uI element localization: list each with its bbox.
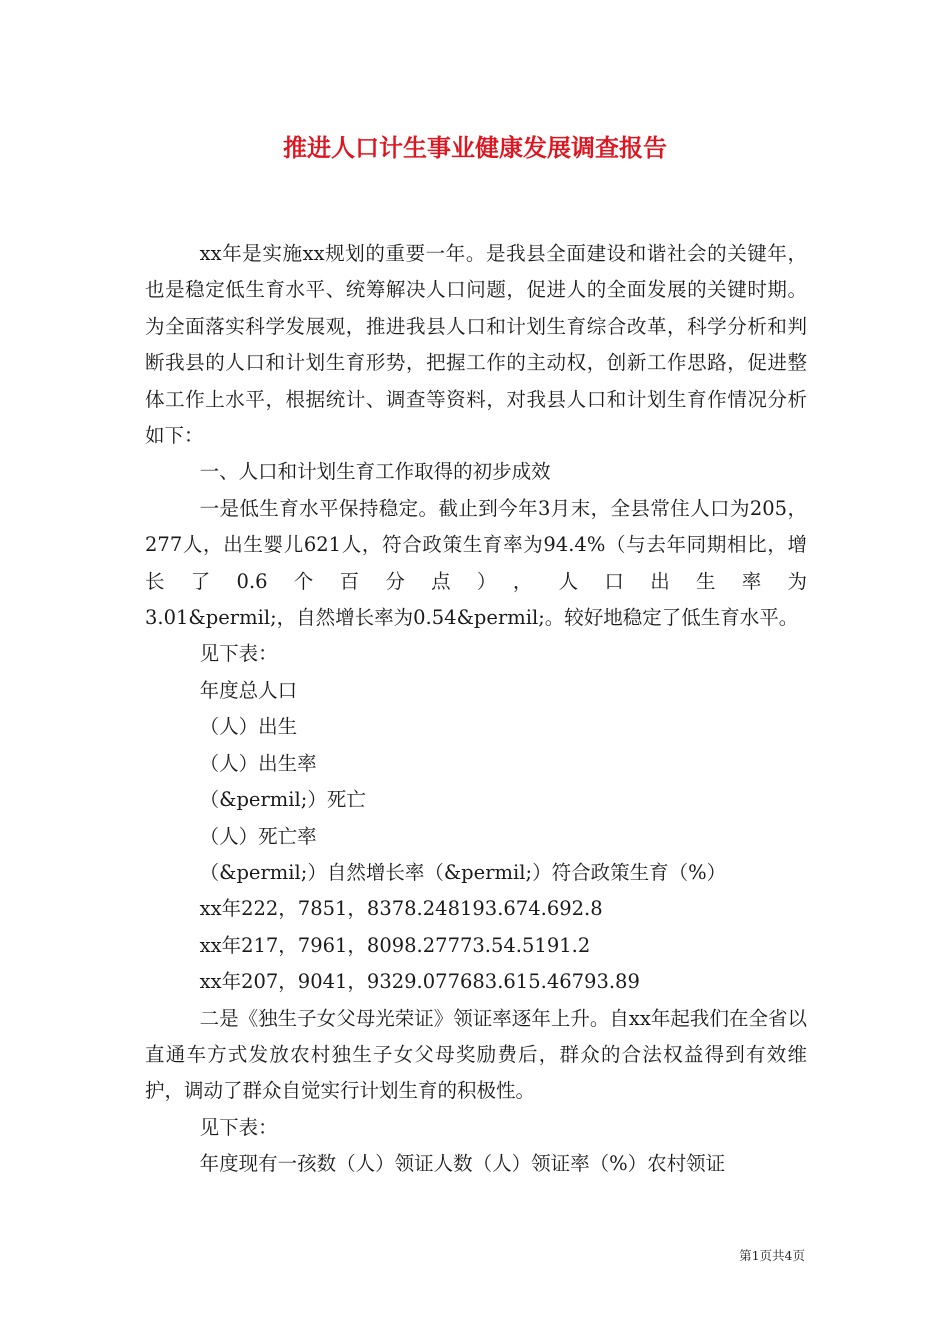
point-two-paragraph: 二是《独生子女父母光荣证》领证率逐年上升。自xx年起我们在全省以直通车方式发放农村独生子女父母奖励费后，群众的合法权益得到有效维护，调动了群众自觉实行计划生育的积极性。 (145, 1006, 807, 1103)
table-two-header: 年度现有一孩数（人）领证人数（人）领证率（%）农村领证 (199, 1152, 726, 1176)
see-table-label: 见下表： (199, 1115, 278, 1139)
point-one-paragraph: 一是低生育水平保持稳定。截止到今年3月末，全县常住人口为205，277人，出生婴儿621人，符合政策生育率为94.4%（与去年同期相比，增长了0.6个百分点），人口出生率为 (145, 496, 807, 593)
page-number: 第1页共4页 (739, 1248, 805, 1263)
table-one-header-line: （&permil;）自然增长率（&permil;）符合政策生育（%） (199, 860, 727, 884)
see-table-label: 见下表： (199, 642, 278, 666)
table-one-row: xx年222，7851，8378.248193.674.692.8 (199, 897, 603, 921)
section-heading: 一、人口和计划生育工作取得的初步成效 (199, 460, 551, 484)
table-one-row: xx年207，9041，9329.077683.615.46793.89 (199, 970, 640, 994)
table-one-header-line: 年度总人口 (199, 678, 298, 702)
table-one-row: xx年217，7961，8098.27773.54.5191.2 (199, 933, 591, 957)
table-one-header-line: （人）死亡率 (199, 824, 317, 848)
document-body (145, 236, 807, 1183)
document-title: 推进人口计生事业健康发展调查报告 (283, 133, 667, 162)
table-one-header-line: （人）出生率 (199, 751, 317, 775)
point-one-paragraph-continued: 3.01&permil;，自然增长率为0.54&permil;。较好地稳定了低生育水平。 (145, 606, 799, 630)
intro-paragraph: xx年是实施xx规划的重要一年。是我县全面建设和谐社会的关键年，也是稳定低生育水平、统筹解决人口问题，促进人的全面发展的关键时期。为全面落实科学发展观，推进我县人口和计划生育综合改革，科学分析和判断我县的人口和计划生育形势，把握工作的主动权，创新工作思路，促进整体工作上水平，根据统计、调查等资料，对我县人口和计划生育作情况分析如下： (145, 242, 807, 448)
table-one-header-line: （人）出生 (199, 715, 298, 739)
table-one-header-line: （&permil;）死亡 (199, 788, 366, 812)
